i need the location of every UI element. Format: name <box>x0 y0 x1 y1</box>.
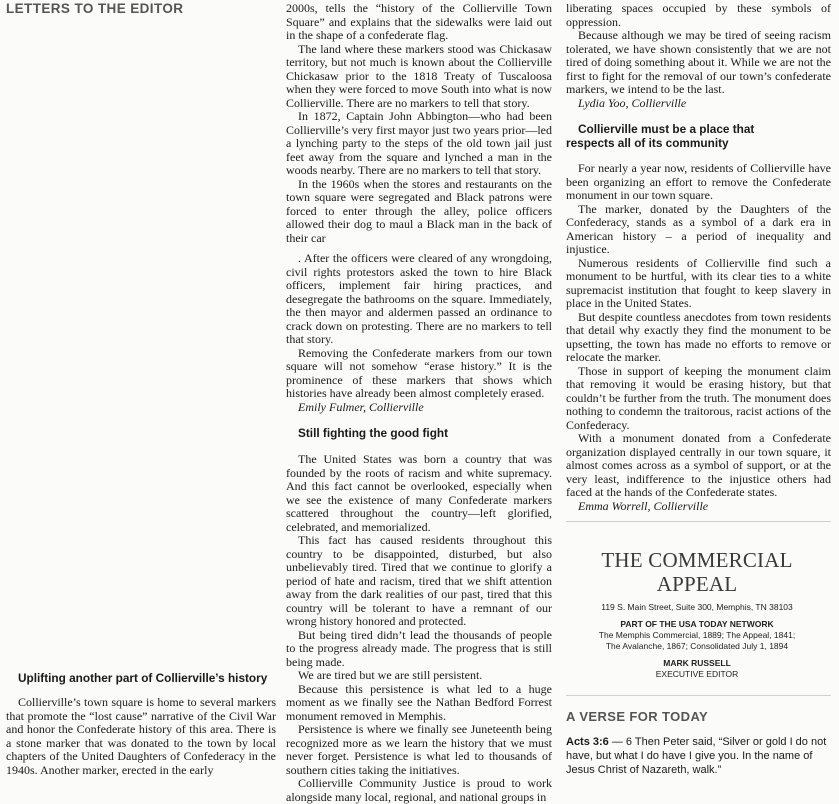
paragraph: Collierville’s town square is home to several markers that promote the “lost cause” narrative of the Civil War and honor the Confederate history of this area. There is a stone marker that was donated to the town by local chapters of the United Daughters of Confederacy in the 1940s. Another marker, erected in the early <box>6 695 276 777</box>
masthead-history-line-2: The Avalanche, 1867; Consolidated July 1, 1894 <box>605 641 789 651</box>
paragraph: Persistence is where we finally see Juneteenth being recognized more as we learn the history that we must never forget. Persistence is what led to thousands of southern cities taking the initiatives. <box>286 722 552 777</box>
paragraph: liberating spaces occupied by these symbols of oppression. <box>566 1 831 29</box>
letter-3-headline: Collierville must be a place that respects all of its community <box>566 122 755 150</box>
paragraph: The land where these markers stood was Chickasaw territory, but not much is known about the Collierville Chickasaw prior to the 1818 Treaty of Tuscaloosa when they were forced to move South into what is now Collierville. There are no markers to tell that story. <box>286 41 552 110</box>
paragraph: In the 1960s when the stores and restaurants on the town square were segregated and Black patrons were forced to enter through the alley, police officers allowed their dog to maul a Black man in the back of their car <box>286 176 552 245</box>
paragraph: With a monument donated from a Confederate organization displayed centrally in our town square, it almost comes across as a symbol of support, or at the very least, indifference to the injustice others had faced at the hands of the Confederate states. <box>566 431 831 499</box>
editor-title: EXECUTIVE EDITOR <box>655 669 739 679</box>
column-1 <box>6 671 276 777</box>
letter-1-headline: Uplifting another part of Collierville’s history <box>18 671 268 685</box>
newspaper-logo: THE COMMERCIAL APPEAL <box>601 548 793 596</box>
masthead-history-line-1: The Memphis Commercial, 1889; The Appeal, 1841; <box>598 630 796 640</box>
paragraph: In 1872, Captain John Abbington—who had been Collierville’s very first mayor just two years prior—led a lynching party to the steps of the old town jail just feet away from the square and lynched a man in the woods nearby. There are no markers to tell that story. <box>286 109 552 177</box>
verse-text <box>566 735 831 777</box>
paragraph: For nearly a year now, residents of Collierville have been organizing an effort to remove the Confederate monument in our town square. <box>566 161 831 202</box>
verse-body: — 6 Then Peter said, “Silver or gold I do not have, but what I do have I give you. In the name of Jesus Christ of Nazareth, walk.” <box>566 736 827 776</box>
column-2 <box>286 2 552 804</box>
paragraph: . After the officers were cleared of any wrongdoing, civil rights protestors asked the town to hire Black officers, implement fair hiring practices, and desegregate the bathrooms on the square. Immediately, the then mayor and aldermen passed an ordinance to crack down on protesting. There are no markers to tell that story. <box>286 251 552 346</box>
paragraph: Collierville Community Justice is proud to work alongside many local, regional, and national groups in <box>286 776 552 804</box>
divider <box>566 521 831 522</box>
masthead-address: 119 S. Main Street, Suite 300, Memphis, TN 38103 <box>601 602 793 612</box>
paragraph: Removing the Confederate markers from our town square will not somehow “erase history.” It is the prominence of these markers that shows which histories have already been almost completely erased. <box>286 345 552 400</box>
verse-label: A VERSE FOR TODAY <box>566 709 709 724</box>
editor-name: MARK RUSSELL <box>663 658 731 668</box>
masthead <box>566 548 828 680</box>
paragraph: 2000s, tells the “history of the Collierville Town Square” and explains that the sidewalks were laid out in the shape of a confederate flag. <box>286 1 552 42</box>
paragraph: Numerous residents of Collierville find such a monument to be hurtful, with its clear ties to a white supremacist institution that fought to keep slavery in place in the United States. <box>566 255 831 310</box>
paragraph: This fact has caused residents throughout this country to be disappointed, disturbed, but also unbelievably tired. Tired that we continue to glorify a period of hate and racism, tired that we shift attention away from the dark realities of our past, tired that this country will be tolerant to have a remnant of our wrong history honored and protected. <box>286 533 552 628</box>
paragraph: Those in support of keeping the monument claim that removing it would be erasing history, but that couldn’t be further from the truth. The monument does nothing to condemn the traitorous, racist actions of the Confederacy. <box>566 363 831 432</box>
letter-signature: Emily Fulmer, Collierville <box>298 399 424 414</box>
paragraph: Because although we may be tired of seeing racism tolerated, we have shown consistently that we are not tired of doing something about it. While we are not the first to fight for the removal of our town’s confederate markers, we intend to be the last. <box>566 28 831 96</box>
masthead-network: PART OF THE USA TODAY NETWORK <box>620 619 774 629</box>
letter-signature: Lydia Yoo, Collierville <box>578 95 687 110</box>
section-label: LETTERS TO THE EDITOR <box>6 1 184 16</box>
divider <box>566 695 831 696</box>
paragraph: The United States was born a country that was founded by the roots of racism and white supremacy. And this fact cannot be overlooked, especially when we see the existence of many Confederate markers scattered throughout the country—left glorified, celebrated, and memorialized. <box>286 452 552 534</box>
paragraph: But being tired didn’t lead the thousands of people to the progress already made. The progress that is still being made. <box>286 627 552 669</box>
letter-2-headline: Still fighting the good fight <box>298 426 449 440</box>
paragraph: But despite countless anecdotes from town residents that detail why exactly they find the monument to be upsetting, the town has made no efforts to remove or relocate the marker. <box>566 309 831 364</box>
column-3 <box>566 2 831 513</box>
verse-reference: Acts 3:6 <box>566 736 609 748</box>
paragraph: Because this persistence is what led to a huge moment as we finally see the Nathan Bedford Forrest monument removed in Memphis. <box>286 681 552 723</box>
paragraph: The marker, donated by the Daughters of the Confederacy, stands as a symbol of a dark era in American history – a period of inequality and injustice. <box>566 201 831 256</box>
letter-signature: Emma Worrell, Collierville <box>578 498 709 513</box>
paragraph: We are tired but we are still persistent. <box>298 668 483 682</box>
